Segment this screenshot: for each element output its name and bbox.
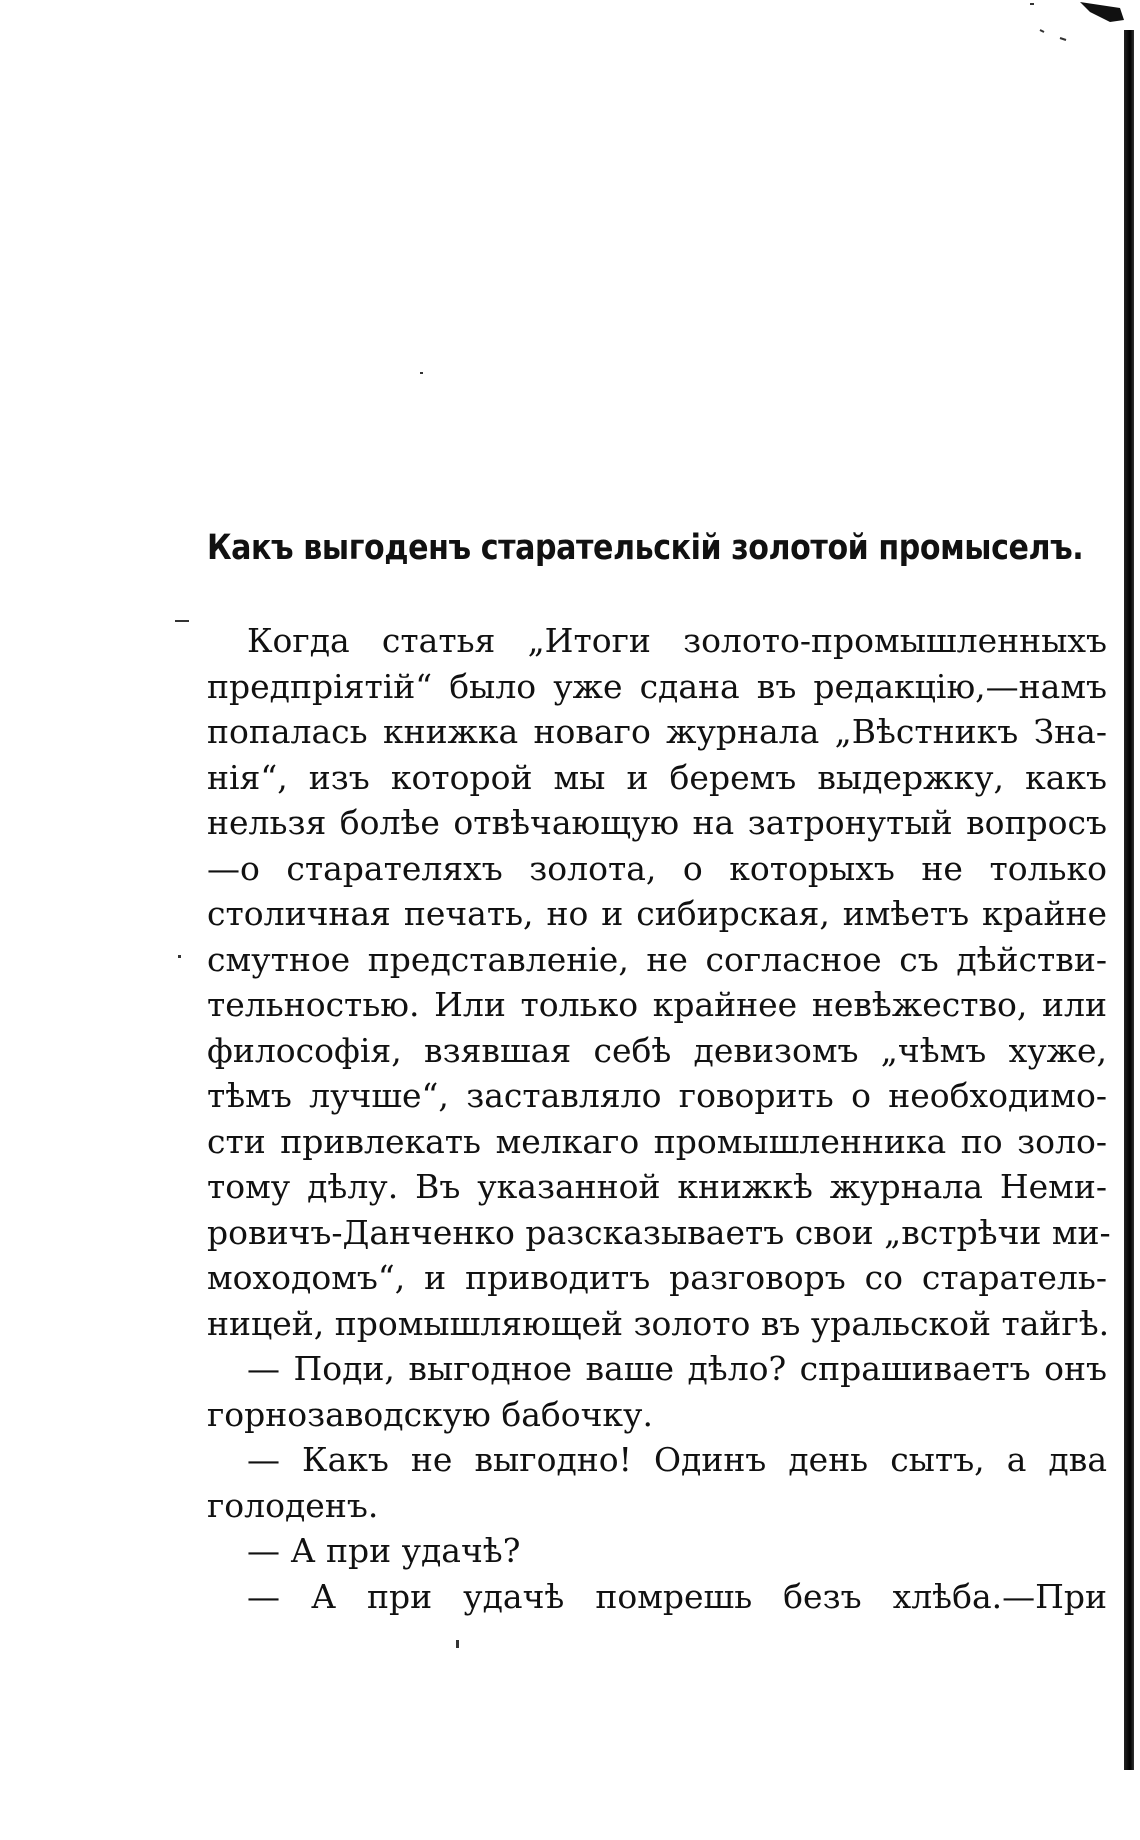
text-line: ницей, промышляющей золото въ уральской тайгѣ. [207,1303,1110,1343]
text-line: — Поди, выгодное ваше дѣло? спрашиваетъ онъ [247,1349,1107,1388]
text-line: — А при удачѣ помрешь безъ хлѣба.—При [247,1576,1107,1616]
ink-speck [456,1640,459,1648]
text-line: — Какъ не выгодно! Одинъ день сытъ, а два [247,1440,1107,1479]
page-corner-mark [1020,0,1130,60]
text-line: предпріятій“ было уже сдана въ редакцію,—намъ [207,666,1107,706]
ink-speck [420,372,423,374]
text-line: нельзя болѣе отвѣчающую на затронутый вопросъ [207,803,1107,842]
text-line: тому дѣлу. Въ указанной книжкѣ журнала Неми- [207,1167,1107,1206]
text-line: моходомъ“, и приводитъ разговоръ со старатель- [207,1258,1107,1297]
text-line: тельностью. Или только крайнее невѣжество, или [207,985,1107,1024]
text-line: — А при удачѣ? [247,1531,521,1570]
text-line: нія“, изъ которой мы и беремъ выдержку, какъ [207,757,1107,797]
text-line: философія, взявшая себѣ девизомъ „чѣмъ хуже, [207,1030,1107,1070]
text-line: тѣмъ лучше“, заставляло говорить о необходимо- [207,1076,1107,1115]
text-line: попалась книжка новаго журнала „Вѣстникъ Зна- [207,712,1107,751]
text-line: смутное представленіе, не согласное съ дѣйстви- [207,939,1107,979]
text-line: Когда статья „Итоги золото-промышленныхъ [247,621,1107,660]
ink-speck [175,620,189,622]
text-line: столичная печать, но и сибирская, имѣетъ крайне [207,894,1107,933]
text-line: голоденъ. [207,1485,379,1525]
text-line: ровичъ-Данченко разсказываетъ свои „встрѣчи ми- [207,1212,1111,1252]
ink-speck [178,955,181,958]
text-line: —о старателяхъ золота, о которыхъ не только [207,848,1107,888]
article-title: Какъ выгоденъ старательскій золотой промыселъ. [207,528,1084,568]
text-line: сти привлекать мелкаго промышленника по золо- [207,1121,1107,1161]
binding-edge-shadow [1124,30,1134,1770]
text-line: горнозаводскую бабочку. [207,1394,653,1434]
article-body [207,618,1111,1619]
